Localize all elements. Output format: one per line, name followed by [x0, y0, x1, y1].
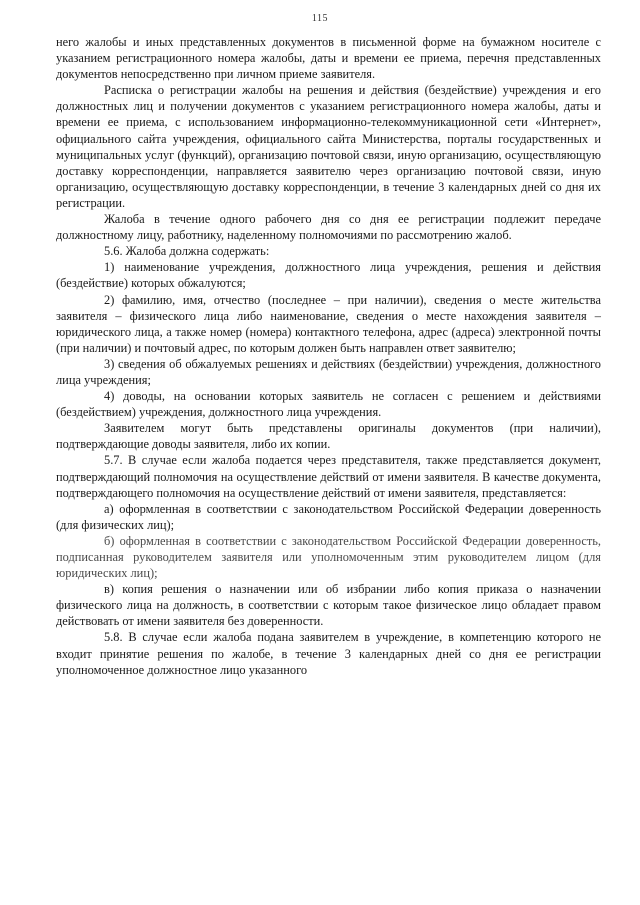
- section-5-7: 5.7. В случае если жалоба подается через представителя, также представляется документ, подтверждающий полномочия на осуществление действий от имени заявителя. В качестве документа, подтверждающего полномочия на осуществление действий от имени заявителя, представляется:: [56, 453, 601, 500]
- page-number: 115: [311, 13, 329, 24]
- list-item-1: 1) наименование учреждения, должностного лица учреждения, решения и действия (бездействие) которых обжалуются;: [56, 260, 601, 291]
- list-item-3: 3) сведения об обжалуемых решениях и действиях (бездействии) учреждения, должностного лица учреждения;: [56, 356, 601, 387]
- list-item-a: а) оформленная в соответствии с законодательством Российской Федерации доверенность (для физических лиц);: [56, 501, 601, 532]
- list-item-4: 4) доводы, на основании которых заявитель не согласен с решением и действиями (бездействием) учреждения, должностного лица учреждения.: [56, 389, 601, 420]
- document-body: [56, 34, 601, 678]
- paragraph-continuation: него жалобы и иных представленных документов в письменной форме на бумажном носителе с указанием регистрационного номера жалобы, даты и времени ее приема, перечня представленных документов непосредственно при личном приеме заявителя.: [56, 35, 601, 82]
- list-item-v: в) копия решения о назначении или об избрании либо копия приказа о назначении физического лица на должность, в соответствии с которым такое физическое лицо обладает правом действовать от имени заявителя без доверенности.: [56, 582, 601, 629]
- paragraph-originals: Заявителем могут быть представлены оригиналы документов (при наличии), подтверждающие доводы заявителя, либо их копии.: [56, 421, 601, 452]
- paragraph-receipt: Расписка о регистрации жалобы на решения и действия (бездействие) учреждения и его должностных лиц и получении документов с указанием регистрационного номера жалобы, даты и времени ее приема, с использованием информационно-телекоммуникационной сети «Интернет», официального сайта учреждения, официального сайта Министерства, порталы государственных и муниципальных услуг (функций), организацию почтовой связи, иную организацию, осуществляющую доставку корреспонденции, направляется заявителю через организацию почтовой связи, иную организацию, осуществляющую доставку корреспонденции, в течение 3 календарных дней со дня их регистрации.: [56, 83, 601, 210]
- list-item-b: б) оформленная в соответствии с законодательством Российской Федерации доверенность, подписанная руководителем заявителя или уполномоченным этим руководителем лицом (для юридических лиц);: [56, 533, 601, 581]
- section-5-6-heading: 5.6. Жалоба должна содержать:: [104, 244, 270, 259]
- list-item-2: 2) фамилию, имя, отчество (последнее – при наличии), сведения о месте жительства заявителя – физического лица либо наименование, сведения о месте нахождения заявителя – юридического лица, а также номер (номера) контактного телефона, адрес (адреса) электронной почты (при наличии) и почтовый адрес, по которым должен быть направлен ответ заявителю;: [56, 292, 601, 355]
- section-5-8: 5.8. В случае если жалоба подана заявителем в учреждение, в компетенцию которого не входит принятие решения по жалобе, в течение 3 календарных дней со дня ее регистрации уполномоченное должностное лицо указанного: [56, 630, 601, 677]
- paragraph-transfer: Жалоба в течение одного рабочего дня со дня ее регистрации подлежит передаче должностному лицу, работнику, наделенному полномочиями по рассмотрению жалоб.: [56, 212, 601, 243]
